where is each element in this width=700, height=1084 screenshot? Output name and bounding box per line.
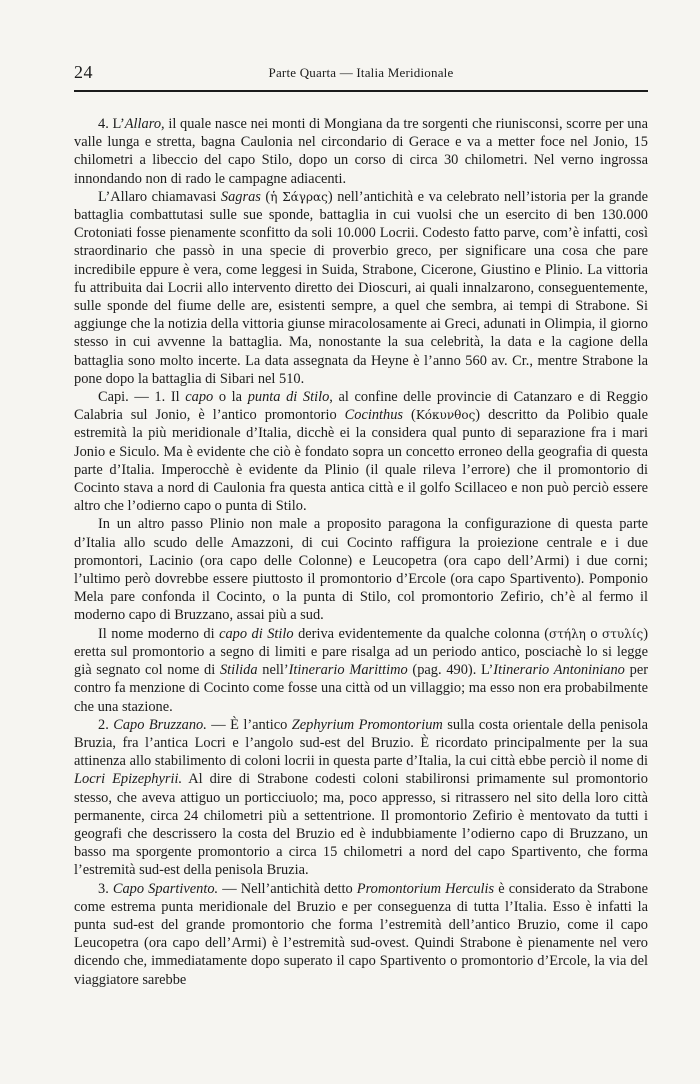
italic-run: Zephyrium Promontorium (291, 716, 443, 733)
text-run: L’Allaro chiamavasi (98, 188, 221, 205)
body-text (74, 115, 648, 989)
greek-run: Κόκυνθος (415, 408, 476, 423)
text-run: o (585, 625, 603, 642)
text-run: Capi. — 1. Il (98, 389, 186, 406)
paragraph-plinio (74, 515, 648, 624)
text-run: 3. (98, 880, 113, 897)
italic-run: Itinerario Antoniniano (493, 662, 625, 679)
text-run: (pag. 490). L’ (407, 662, 494, 679)
page-number: 24 (74, 62, 93, 82)
paragraph-capo-stilo (74, 388, 648, 515)
greek-run: στήλη (549, 626, 586, 641)
text-run: ) eretta sul promontorio a segno di limiti e pare risalga ad un periodo antico, posciachè lo si legge già segnato col nome di (74, 625, 648, 679)
text-run: , al confine delle provincie di Catanzaro e di Reggio Calabria sul Jonio, è l’antico promontorio (74, 389, 649, 424)
text-run: In un altro passo Plinio non male a proposito paragona la configurazione di questa parte d’Italia allo scudo delle Amazzoni, di cui Cocinto raffigura la proiezione centrale e i due promontori, Lacinio (ora capo delle Colonne) e Leucopetra (ora capo dell’Armi) i due corni; l’ultimo però dovrebbe essere piuttosto il promontorio d’Ercole (ora capo Spartivento). Pomponio Mela pare confonda il Cocinto, o la punta di Stilo, col promontorio Zefirio, ch’è al fermo il moderno capo di Bruzzano, assai più a sud. (74, 516, 648, 624)
italic-run: punta di Stilo (247, 389, 330, 406)
text-run: deriva evidentemente da qualche colonna ( (293, 625, 550, 642)
page-header (74, 62, 648, 84)
text-run: ( (260, 188, 271, 205)
text-run: ) nell’antichità e va celebrato nell’istoria per la grande battaglia combattutasi sulle sue sponde, battaglia in cui vuolsi che un esercito di ben 130.000 Crotoniati fosse pienamente sconfitto da soli 10.000 Locrii. Codesto fatto parve, com’è infatti, così straordinario che passò in una specie di proverbio greco, per significare una cosa che pare incredibile eppure è vera, come leggesi in Suida, Strabone, Cicerone, Giustino e Plinio. La vittoria fu attribuita dai Locrii allo intervento diretto dei Dioscuri, ai quali innalzarono, conseguentemente, sulle sponde del fiume delle are, esistenti sempre, a quel che sembra, ai tempi di Strabone. Si aggiunge che la notizia della vittoria giunse miracolosamente ai Greci, adunati in Olimpia, il giorno stesso in cui avvenne la battaglia. Ma, nonostante la sua celebrità, la data e la cagione della battaglia sono molto incerte. La data assegnata da Heyne è l’anno 560 av. Cr., mentre Strabone la pone dopo la battaglia di Sibari nel 510. (74, 188, 648, 387)
text-run: ) descritto da Polibio quale estremità la più meridionale d’Italia, dicchè ei la considera qual punto di separazione fra i mari Jonio e Siculo. Ma è evidente che ciò è fondato sopra un concetto erroneo della geografia di questa parte d’Italia. Imperocchè è evidente da Plinio (il quale rileva l’errore) che il promontorio di Cocinto stava a nord di Caulonia fra questa antica città e il golfo Scillaceo e non può perciò essere altro che l’odierno capo o punta di Stilo. (74, 407, 648, 515)
italic-run: Allaro (124, 116, 162, 132)
text-run: — È l’antico (206, 716, 292, 733)
paragraph-sagras (74, 188, 648, 388)
text-run: ( (403, 407, 416, 424)
text-run: — Nell’antichità detto (218, 880, 357, 897)
paragraph-allaro (74, 115, 648, 188)
text-run: 4. L’ (98, 116, 125, 132)
text-run: Al dire di Strabone codesti coloni stabilironsi primamente sul promontorio stesso, che aveva attiguo un porticciuolo; ma, poco appresso, si ritrassero nel sito della loro città permanente, circa 24 chilometri più a settentrione. Il promontorio Zefirio è mentovato da tutti i geografi che descrissero la costa del Bruzio ed è indubbiamente l’odierno capo di Bruzzano, un basso ma sporgente promontorio a circa 15 chilometri a nord del capo Spartivento, che forma l’estremità sud-est della penisola Bruzia. (74, 771, 648, 879)
italic-run: Cocinthus (344, 407, 404, 424)
text-run: sulla costa orientale della penisola Bruzia, fra l’antica Locri e l’angolo sud-est del Bruzio. È ricordato principalmente per la sua attinenza allo stabilimento di coloni locrii in questa parte d’Italia, la cui città ebbe perciò il nome di (74, 716, 649, 770)
paragraph-nome-stilo (74, 625, 648, 716)
italic-run: Capo Bruzzano. (113, 716, 207, 733)
italic-run: Capo Spartivento. (112, 880, 219, 897)
text-run: per contro fa menzione di Cocinto come fosse una città od un villaggio; ma esso non era probabilmente che una stazione. (74, 662, 648, 715)
text-run: o la (213, 389, 248, 406)
greek-run: στυλίς (602, 626, 644, 641)
text-run: 2. (98, 716, 114, 733)
text-run: Il nome moderno di (98, 625, 220, 642)
running-title: Parte Quarta — Italia Meridionale (268, 65, 454, 80)
italic-run: capo di Stilo (219, 625, 294, 642)
italic-run: Locri Epizephyrii. (74, 771, 183, 788)
italic-run: capo (185, 389, 214, 406)
italic-run: Sagras (220, 188, 261, 205)
text-run: nell’ (257, 662, 289, 679)
paragraph-capo-bruzzano (74, 716, 648, 880)
text-run: è considerato da Strabone come estrema punta meridionale del Bruzio e per conseguenza di tutta l’Italia. Esso è infatti la punta sud-est del grande promontorio che forma l’estremità dell’antico Bruzio, come il capo Leucopetra (ora capo dell’Armi) è l’estremità sud-ovest. Quindi Strabone è pienamente nel vero dicendo che, immediatamente dopo superato il capo Spartivento o promontorio d’Ercole, la via del viaggiatore sarebbe (74, 880, 648, 988)
italic-run: Promontorium Herculis (356, 880, 495, 897)
paragraph-capo-spartivento (74, 880, 648, 989)
header-rule (74, 90, 648, 92)
greek-run: ἡ Σάγρας (270, 189, 328, 204)
italic-run: Itinerario Marittimo (288, 662, 408, 679)
text-run: , il quale nasce nei monti di Mongiana da tre sorgenti che riunisconsi, scorre per una valle lunga e stretta, bagna Caulonia nel circondario di Gerace e va a metter foce nel Jonio, 15 chilometri a libeccio del capo Stilo, dopo un corso di circa 30 chilometri. Nel verno ingrossa innondando non di rado le campagne adiacenti. (74, 116, 648, 187)
italic-run: Stilida (219, 662, 258, 679)
